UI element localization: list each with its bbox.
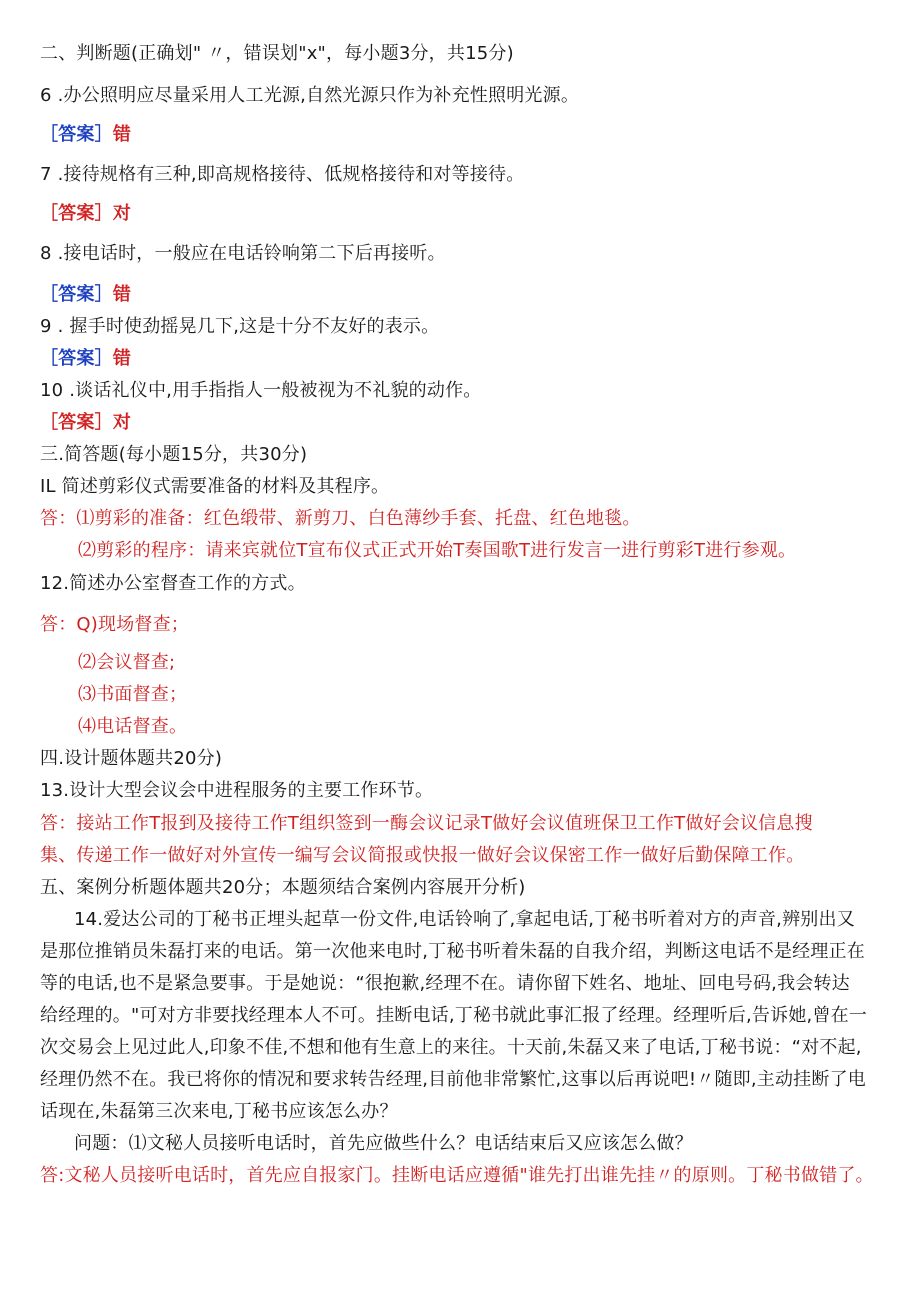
answer-value: 错 xyxy=(112,284,132,305)
answer-label: ［答案］ xyxy=(40,348,113,369)
answer-6 xyxy=(40,122,890,148)
question-9: 9 . 握手时使劲摇晃几下,这是十分不友好的表示。 xyxy=(40,316,440,337)
question-8: 8 .接电话时，一般应在电话铃响第二下后再接听。 xyxy=(40,243,446,264)
case-paragraph-line-5: 次交易会上见过此人,印象不佳,不想和他有生意上的来往。十天前,朱磊又来了电话,丁秘书说：“对不起, xyxy=(40,1037,862,1058)
answer-12-line-1: 答：Q)现场督查； xyxy=(40,614,189,635)
answer-12-line-3: ⑶书面督查； xyxy=(78,684,188,705)
answer-value: 错 xyxy=(112,124,132,145)
section-4-title: 四.设计题体题共20分) xyxy=(40,748,223,769)
answer-label: ［答案］ xyxy=(40,124,113,145)
case-paragraph-line-2: 是那位推销员朱磊打来的电话。第一次他来电时,丁秘书听着朱磊的自我介绍，判断这电话不是经理正在 xyxy=(40,941,865,962)
case-paragraph-line-3: 等的电话,也不是紧急要事。于是她说：“很抱歉,经理不在。请你留下姓名、地址、回电号码,我会转达 xyxy=(40,973,850,994)
answer-8 xyxy=(40,282,890,308)
answer-12-line-2: ⑵会议督查; xyxy=(78,652,176,673)
answer-7 xyxy=(40,201,890,227)
question-13: 13.设计大型会议会中进程服务的主要工作环节。 xyxy=(40,780,434,801)
question-12: 12.简述办公室督查工作的方式。 xyxy=(40,573,306,594)
question-7: 7 .接待规格有三种,即高规格接待、低规格接待和对等接待。 xyxy=(40,164,525,185)
answer-14: 答:文秘人员接听电话时，首先应自报家门。挂断电话应遵循"谁先打出谁先挂〃的原则。丁秘书做错了。 xyxy=(40,1165,874,1186)
answer-13-line-2: 集、传递工作一做好对外宣传一编写会议简报或快报一做好会议保密工作一做好后勤保障工作。 xyxy=(40,845,805,866)
case-paragraph-line-6: 经理仍然不在。我已将你的情况和要求转告经理,目前他非常繁忙,这事以后再说吧!〃随即,主动挂断了电 xyxy=(40,1069,866,1090)
answer-12-line-4: ⑷电话督查。 xyxy=(78,716,188,737)
case-paragraph-line-1: 14.爱达公司的丁秘书正埋头起草一份文件,电话铃响了,拿起电话,丁秘书听着对方的声音,辨别出又 xyxy=(74,909,855,930)
question-10: 10 .谈话礼仪中,用手指指人一般被视为不礼貌的动作。 xyxy=(40,380,482,401)
answer-label: ［答案］ xyxy=(40,203,113,224)
case-paragraph-line-4: 给经理的。"可对方非要找经理本人不可。挂断电话,丁秘书就此事汇报了经理。经理听后,告诉她,曾在一 xyxy=(40,1005,868,1026)
answer-label: ［答案］ xyxy=(40,284,113,305)
answer-11-line-1: 答：⑴剪彩的准备：红色缎带、新剪刀、白色薄纱手套、托盘、红色地毯。 xyxy=(40,508,641,529)
case-paragraph-line-7: 话现在,朱磊第三次来电,丁秘书应该怎么办？ xyxy=(40,1101,398,1122)
answer-value: 对 xyxy=(112,203,132,224)
answer-11-line-2: ⑵剪彩的程序：请来宾就位T宣布仪式正式开始T奏国歌T进行发言一进行剪彩T进行参观。 xyxy=(78,540,797,561)
section-5-title: 五、案例分析题体题共20分；本题须结合案例内容展开分析) xyxy=(40,877,526,898)
section-2-title: 二、判断题(正确划" 〃，错误划"x"，每小题3分，共15分) xyxy=(40,43,514,64)
answer-9 xyxy=(40,346,890,372)
question-14: 问题：⑴文秘人员接听电话时，首先应做些什么？电话结束后又应该怎么做？ xyxy=(74,1133,693,1154)
answer-value: 错 xyxy=(112,348,132,369)
section-3-title: 三.简答题(每小题15分，共30分) xyxy=(40,444,308,465)
question-11: IL 简述剪彩仪式需要准备的材料及其程序。 xyxy=(40,476,390,497)
answer-value: 对 xyxy=(112,412,132,433)
answer-10 xyxy=(40,410,890,436)
answer-label: ［答案］ xyxy=(40,412,113,433)
answer-13-line-1: 答：接站工作T报到及接待工作T组织签到一酶会议记录T做好会议值班保卫工作T做好会议信息搜 xyxy=(40,813,813,834)
question-6: 6 .办公照明应尽量采用人工光源,自然光源只作为补充性照明光源。 xyxy=(40,85,580,106)
